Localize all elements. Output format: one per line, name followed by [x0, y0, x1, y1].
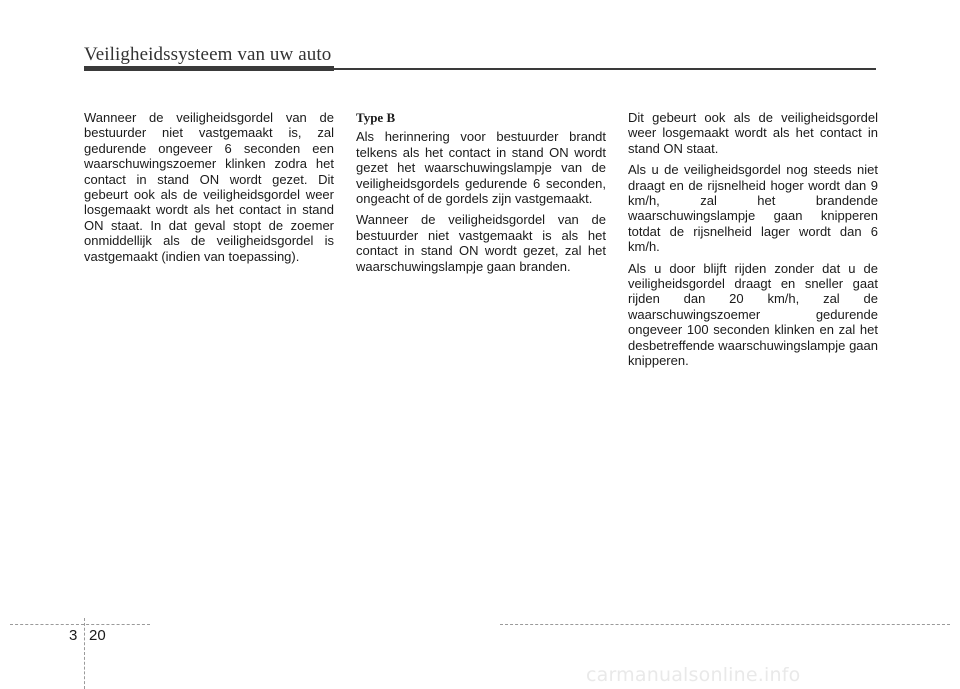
paragraph: Als herinnering voor bestuurder brandt telkens als het contact in stand ON wordt gezet het waarschuwingslampje van de veiligheidsgordels gedurende 6 seconden, ongeacht of de gordels zijn vastgemaakt. [356, 129, 606, 207]
section-title: Veiligheidssysteem van uw auto [84, 44, 332, 65]
paragraph: Wanneer de veiligheidsgordel van de bestuurder niet vastgemaakt is als het contact in stand ON wordt gezet, zal het waarschuwingslampje gaan branden. [356, 212, 606, 274]
text-column-3 [628, 110, 878, 375]
text-column-1 [84, 110, 334, 270]
paragraph: Als u door blijft rijden zonder dat u de veiligheidsgordel draagt en sneller gaat rijden dan 20 km/h, zal de waarschuwingszoemer gedurende ongeveer 100 seconden klinken en zal het desbetreffende waarschuwingslampje gaan knipperen. [628, 260, 878, 369]
footer-rule-right [500, 624, 950, 625]
subheading-type-b: Type B [356, 110, 396, 125]
page-number: 20 [89, 627, 106, 644]
paragraph: Wanneer de veiligheidsgordel van de bestuurder niet vastgemaakt is, zal gedurende ongeveer 6 seconden een waarschuwingszoemer klinken zodra het contact in stand ON wordt gezet. Dit gebeurt ook als de veiligheidsgordel weer losgemaakt wordt als het contact in stand ON staat. In dat geval stopt de zoemer onmiddellijk als de veiligheidsgordel is vastgemaakt (indien van toepassing). [84, 110, 334, 264]
paragraph: Als u de veiligheidsgordel nog steeds niet draagt en de rijsnelheid hoger wordt dan 9 km/h, zal het brandende waarschuwingslampje gaan knipperen totdat de rijsnelheid lager wordt dan 6 km/h. [628, 162, 878, 255]
footer-rule-left [10, 624, 150, 625]
footer-divider [84, 618, 85, 689]
header-rule [84, 68, 876, 70]
chapter-number: 3 [69, 627, 78, 644]
text-column-2 [356, 110, 606, 280]
watermark: carmanualsonline.info [586, 664, 801, 686]
paragraph: Dit gebeurt ook als de veiligheidsgordel weer losgemaakt wordt als het contact in stand ON staat. [628, 110, 878, 156]
